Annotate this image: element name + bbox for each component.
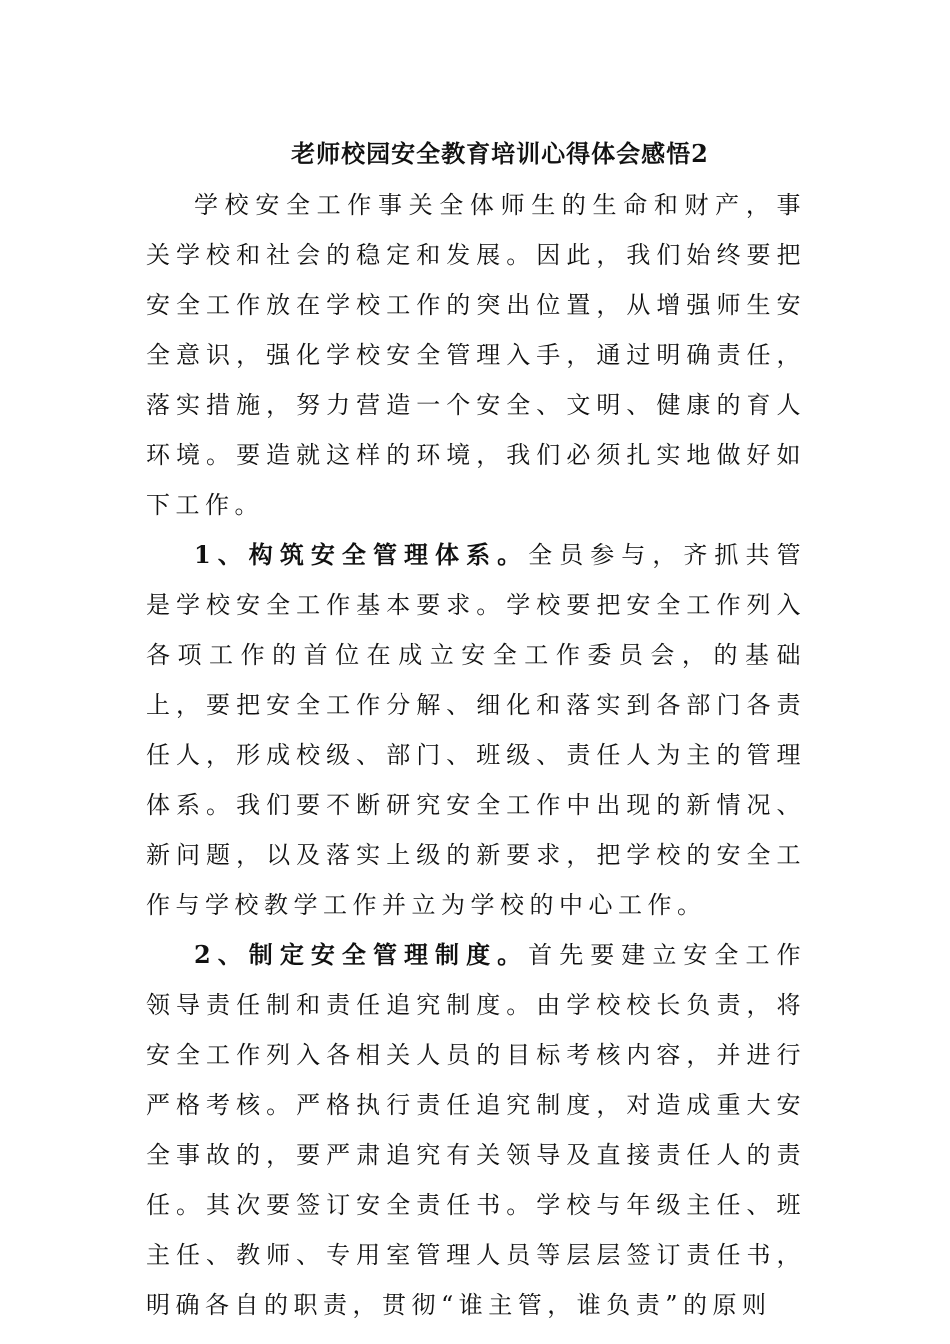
section-heading-1: 1、构筑安全管理体系。 (194, 540, 529, 569)
document-body (146, 180, 806, 1330)
section-text-2: 首先要建立安全工作领导责任制和责任追究制度。由学校校长负责，将安全工作列入各相关人员的目标考核内容，并进行严格考核。严格执行责任追究制度，对造成重大安全事故的，要严肃追究有关领导及直接责任人的责任。其次要签订安全责任书。学校与年级主任、班主任、教师、专用室管理人员等层层签订责任书，明确各自的职责，贯彻“谁主管，谁负责”的原则 (146, 941, 807, 1319)
document-title: 老师校园安全教育培训心得体会感悟2 (291, 139, 709, 168)
section-paragraph-1 (146, 530, 806, 930)
section-text-1: 全员参与，齐抓共管是学校安全工作基本要求。学校要把安全工作列入各项工作的首位在成立安全工作委员会，的基础上，要把安全工作分解、细化和落实到各部门各责任人，形成校级、部门、班级、责任人为主的管理体系。我们要不断研究安全工作中出现的新情况、新问题，以及落实上级的新要求，把学校的安全工作与学校教学工作并立为学校的中心工作。 (146, 541, 807, 919)
section-paragraph-2 (146, 930, 806, 1330)
section-heading-2: 2、制定安全管理制度。 (194, 940, 529, 969)
intro-paragraph: 学校安全工作事关全体师生的生命和财产，事关学校和社会的稳定和发展。因此，我们始终要把安全工作放在学校工作的突出位置，从增强师生安全意识，强化学校安全管理入手，通过明确责任，落实措施，努力营造一个安全、文明、健康的育人环境。要造就这样的环境，我们必须扎实地做好如下工作。 (146, 191, 806, 519)
